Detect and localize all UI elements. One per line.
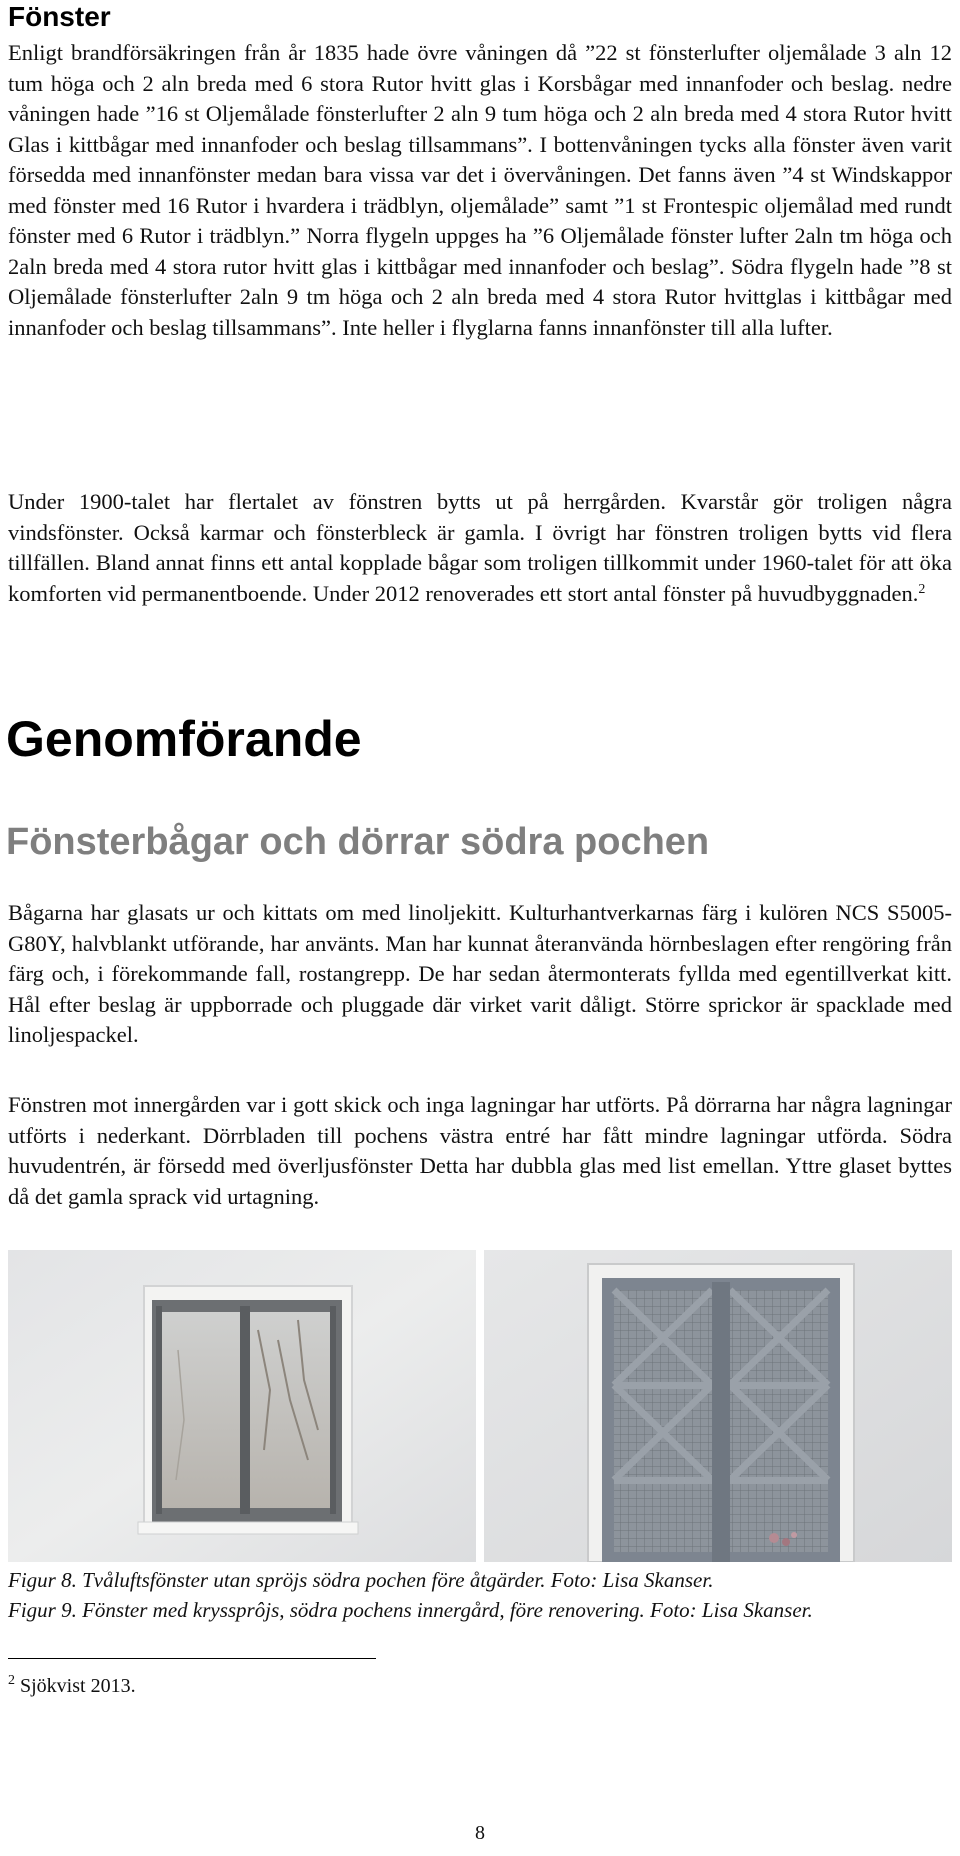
paragraph-2-text: Under 1900-talet har flertalet av fönstren bytts ut på herrgården. Kvarstår gör troligen några vindsfönster. Också karmar och fönsterbleck är gamla. I övrigt har fönstren troligen bytts vid flera tillfällen. Bland annat finns ett antal kopplade bågar som troligen tillkommit under 1960-talet för att öka komforten vid permanentboende. Under 2012 renoverades ett stort antal fönster på huvudbyggnaden. [8,489,952,606]
footnote-number: 2 [8,1673,15,1688]
body-paragraph-3: Bågarna har glasats ur och kittats om med linoljekitt. Kulturhantverkarnas färg i kulören NCS S5005-G80Y, halvblankt utförande, har använts. Man har kunnat återanvända hörnbeslagen efter rengöring från färg och, i förekommande fall, rostangrepp. De har sedan återmonterats fyllda med egentillverkat kitt. Hål efter beslag är uppborrade och pluggade där virket varit dåligt. Större sprickor är spacklade med linoljespackel. [8,900,952,1047]
body-paragraph-1: Enligt brandförsäkringen från år 1835 hade övre våningen då ”22 st fönsterlufter oljemålade 3 aln 12 tum höga och 2 aln breda med 6 stora Rutor hvitt glas i Korsbågar med innanfoder och beslag. nedre våningen hade ”16 st Oljemålade fönsterlufter 2 aln 9 tum höga och 2 aln breda med 4 stora Rutor hvitt Glas i kittbågar med innanfoder och beslag tillsammans”. I bottenvåningen tycks alla fönster även varit försedda med innanfönster medan bara vissa var det i övervåningen. Det fanns även ”4 st Windskappor med fönster med 16 Rutor i hvardera i trädblyn, oljemålade” samt ”1 st Frontespic oljemålad med rundt fönster med 6 Rutor i trädblyn.” Norra flygeln uppges ha ”6 Oljemålade fönster lufter 2aln tm höga och 2aln breda med 4 stora rutor hvitt glas i kittbågar med innanfoder och beslag”. Södra flygeln hade ”8 st Oljemålade fönsterlufter 2aln 9 tm höga och 2 aln breda med 4 stora Rutor hvittglas i kittbågar med innanfoder och beslag tillsammans”. Inte heller i flyglarna fanns innanfönster till alla lufter. [8,40,952,340]
footnote [8,1673,136,1699]
footnote-text: Sjökvist 2013. [20,1675,136,1697]
body-paragraph-2 [8,487,952,609]
figure-8-caption: Figur 8. Tvåluftsfönster utan spröjs södra pochen före åtgärder. Foto: Lisa Skanser. [8,1568,714,1592]
figure-8-photo [8,1250,476,1562]
figure-9-caption: Figur 9. Fönster med kryssprôjs, södra pochens innergård, före renovering. Foto: Lisa Skanser. [8,1598,813,1622]
cross-muntin-window-image [484,1250,952,1562]
two-light-window-image [8,1250,476,1562]
body-paragraph-4: Fönstren mot innergården var i gott skick och inga lagningar har utförts. På dörrarna har några lagningar utförts i nederkant. Dörrbladen till pochens västra entré har fått mindre lagningar utförda. Södra huvudentrén, är försedd med överljusfönster Detta har dubbla glas med list emellan. Yttre glaset byttes då det gamla sprack vid urtagning. [8,1092,952,1209]
footnote-reference[interactable]: 2 [918,581,926,597]
page-number: 8 [475,1822,485,1844]
main-heading: Genomförande [6,711,362,767]
footnote-divider [8,1658,376,1659]
sub-heading: Fönsterbågar och dörrar södra pochen [6,821,710,863]
section-heading: Fönster [8,1,111,32]
figure-9-photo [484,1250,952,1562]
